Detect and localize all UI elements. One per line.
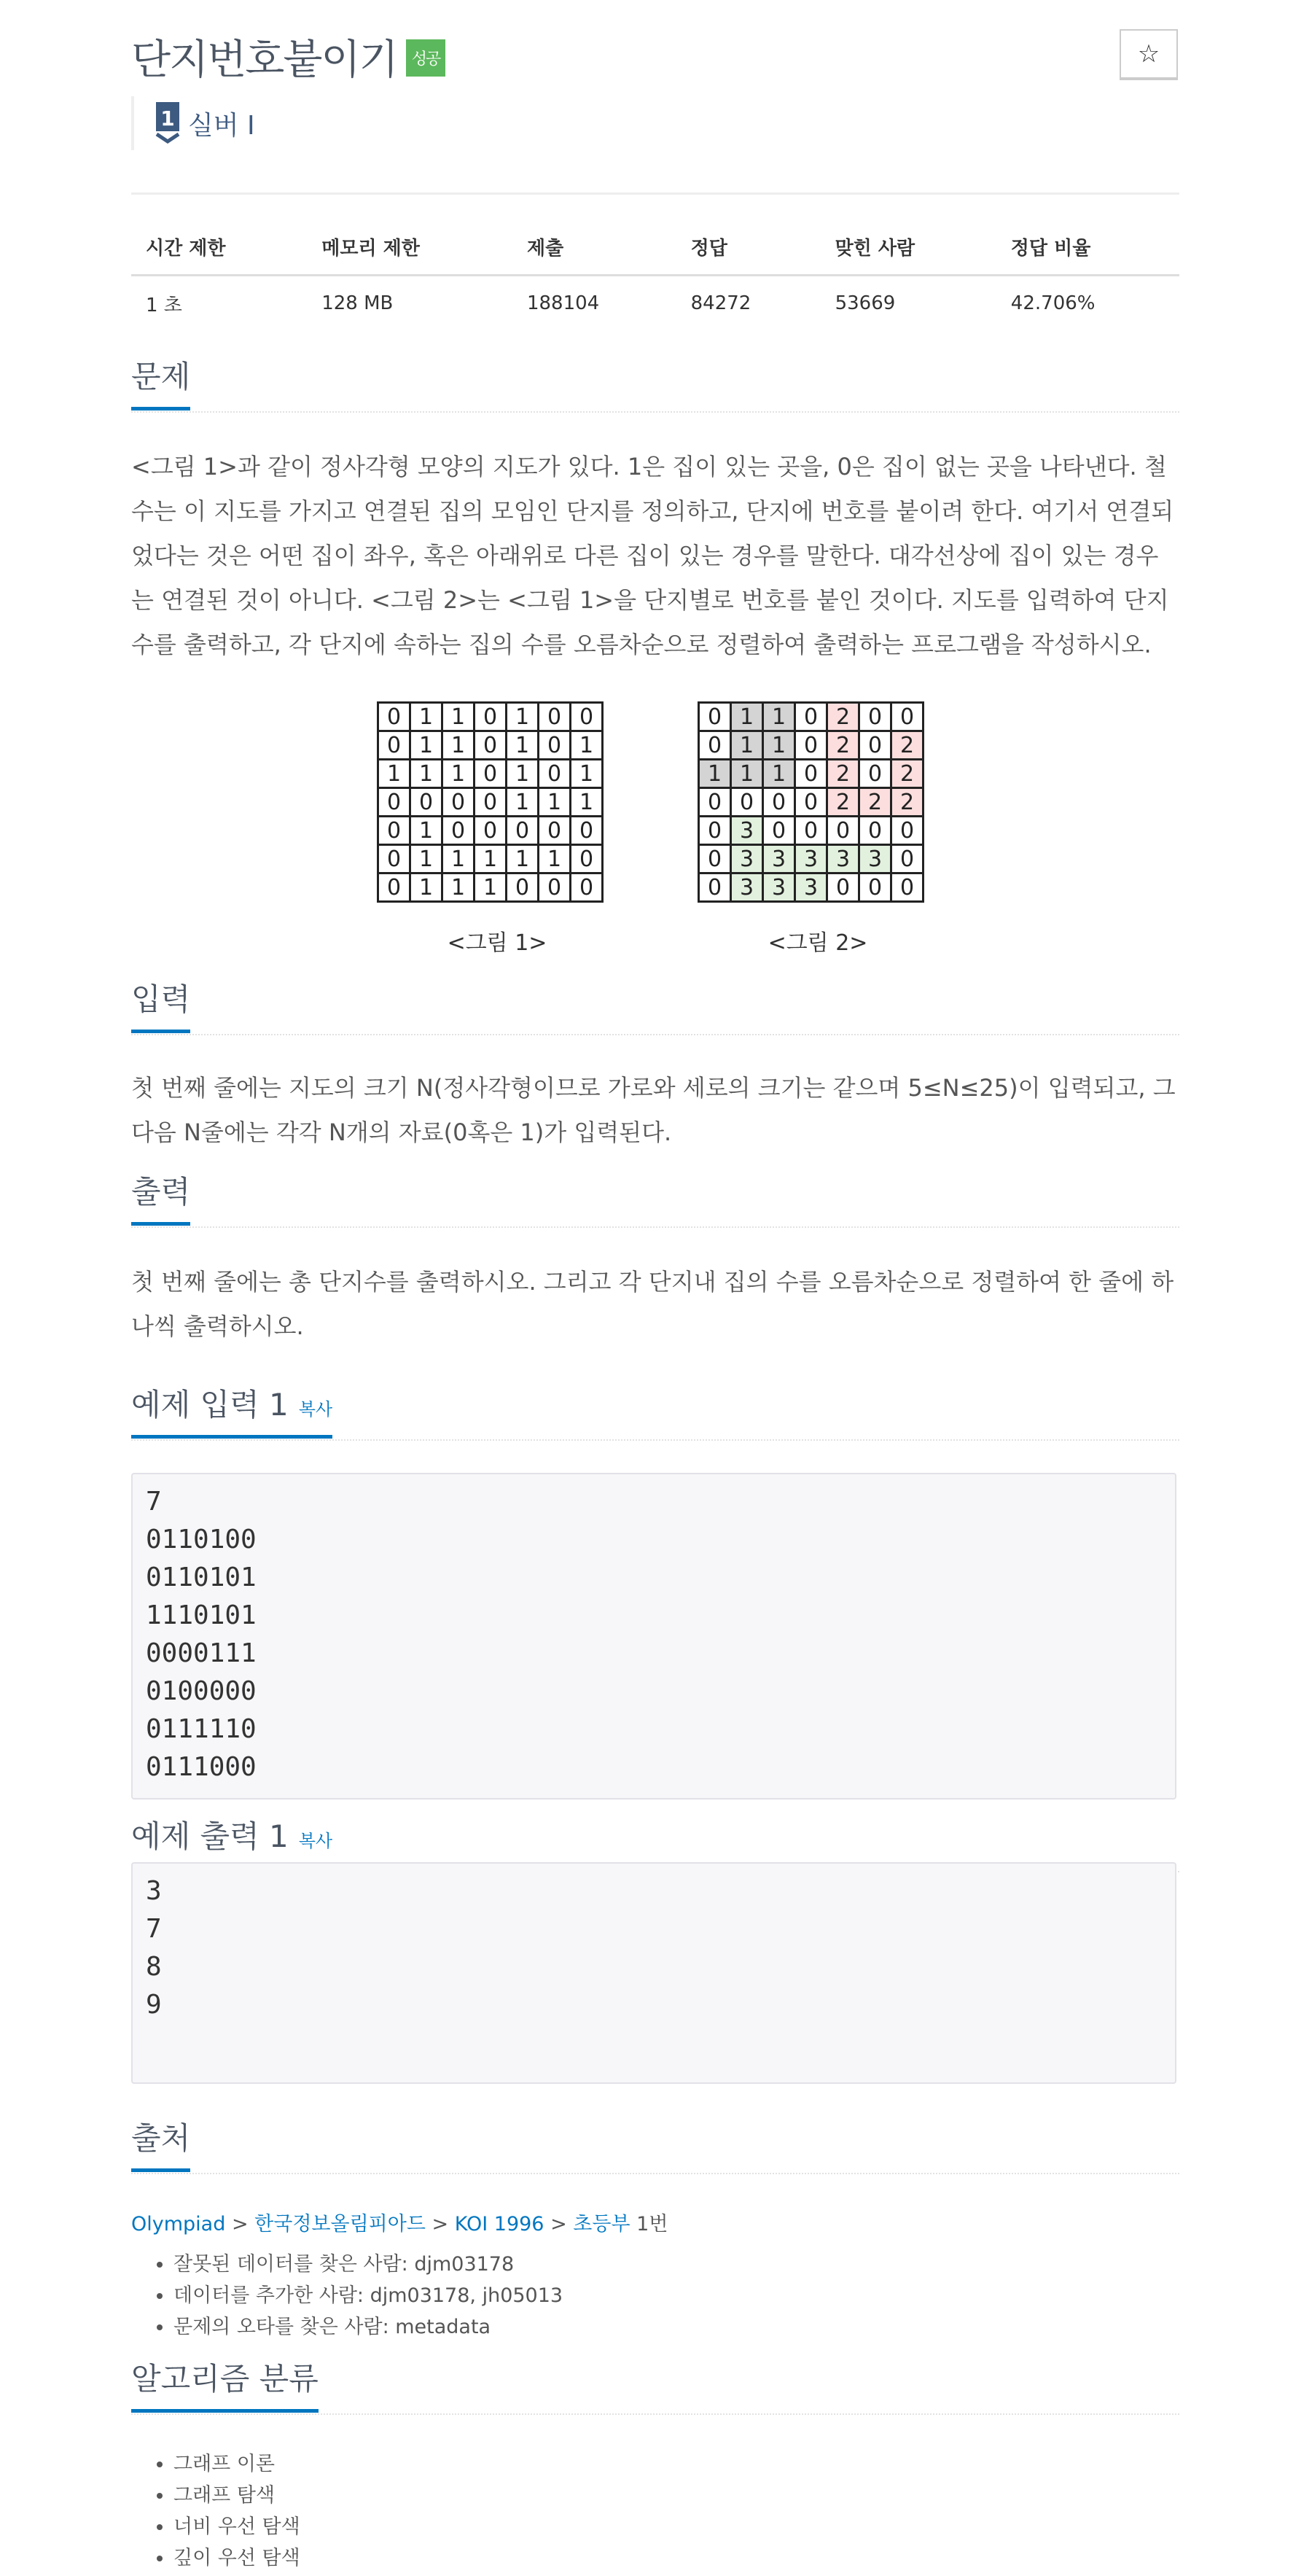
output-description: 첫 번째 줄에는 총 단지수를 출력하시오. 그리고 각 단지내 집의 수를 오름차순으로 정렬하여 한 줄에 하나씩 출력하시오. (131, 1268, 1174, 1340)
tier-badge-icon (155, 102, 181, 144)
grid-cell: 2 (891, 731, 924, 760)
grid-cell: 0 (827, 873, 859, 902)
grid-cell: 0 (699, 703, 731, 731)
svg-text:1: 1 (160, 106, 175, 131)
list-item: • 데이터를 추가한 사람: djm03178, jh05013 (173, 2280, 563, 2311)
grid-cell: 2 (827, 703, 859, 731)
th-time-limit: 시간 제한 (131, 219, 307, 276)
algorithm-tag[interactable]: • 너비 우선 탐색 (173, 2511, 300, 2542)
grid-cell: 1 (763, 731, 795, 760)
grid-cell: 0 (378, 817, 410, 845)
grid-cell: 2 (891, 760, 924, 788)
table-header-row (131, 219, 1179, 276)
grid-cell: 1 (410, 731, 442, 760)
grid-cell: 1 (571, 731, 603, 760)
grid-cell: 0 (699, 731, 731, 760)
grid-cell: 0 (378, 731, 410, 760)
source-link-koi[interactable]: 한국정보올림피아드 (254, 2213, 426, 2235)
credits-list (131, 2249, 563, 2343)
grid-row (378, 845, 603, 873)
grid-cell: 0 (763, 788, 795, 817)
copy-sample-input-link[interactable]: 복사 (298, 1399, 333, 1420)
grid-cell: 1 (442, 731, 475, 760)
grid-cell: 2 (859, 788, 891, 817)
grid-cell: 0 (891, 817, 924, 845)
grid-cell: 1 (507, 703, 539, 731)
grid-cell: 0 (795, 817, 827, 845)
grid-cell: 0 (859, 731, 891, 760)
grid-cell: 1 (378, 760, 410, 788)
grid-cell: 1 (410, 760, 442, 788)
grid-cell: 0 (378, 873, 410, 902)
th-ratio: 정답 비율 (996, 219, 1179, 276)
memory-limit: 128 MB (321, 292, 394, 314)
grid-cell: 3 (731, 873, 763, 902)
grid-cell: 0 (507, 817, 539, 845)
grid-cell: 0 (699, 817, 731, 845)
grid-row (378, 703, 603, 731)
problem-heading: 문제 (131, 353, 1179, 413)
grid-cell: 0 (859, 817, 891, 845)
grid-cell: 1 (699, 760, 731, 788)
grid-cell: 0 (763, 817, 795, 845)
grid-cell: 0 (378, 788, 410, 817)
grid-cell: 0 (539, 731, 571, 760)
grid-cell: 1 (571, 788, 603, 817)
algorithm-list (131, 2448, 300, 2574)
problem-info-table (131, 219, 1179, 330)
problem-title-row (131, 28, 445, 86)
breadcrumb-separator: > (550, 2213, 567, 2235)
grid-cell: 0 (539, 703, 571, 731)
grid-cell: 0 (475, 760, 507, 788)
grid-cell: 3 (827, 845, 859, 873)
grid-cell: 1 (410, 873, 442, 902)
copy-sample-output-link[interactable]: 복사 (298, 1831, 333, 1851)
grid-cell: 0 (859, 873, 891, 902)
divider (131, 192, 1179, 195)
grid-cell: 3 (859, 845, 891, 873)
source-link-elementary[interactable]: 초등부 (573, 2213, 630, 2235)
grid-cell: 1 (539, 845, 571, 873)
grid-cell: 0 (827, 817, 859, 845)
grid-cell: 1 (442, 845, 475, 873)
grid-cell: 0 (442, 817, 475, 845)
grid-cell: 1 (507, 788, 539, 817)
grid-row (699, 845, 924, 873)
grid-cell: 3 (731, 845, 763, 873)
input-description: 첫 번째 줄에는 지도의 크기 N(정사각형이므로 가로와 세로의 크기는 같으며 5≤N≤25)이 입력되고, 그 다음 N줄에는 각각 N개의 자료(0혹은 1)가 입력된다. (131, 1074, 1176, 1146)
grid-cell: 1 (442, 873, 475, 902)
list-item: • 문제의 오타를 찾은 사람: metadata (173, 2311, 563, 2343)
status-badge: 성공 (406, 39, 446, 77)
sample-input-heading (131, 1381, 1179, 1441)
grid-cell: 0 (731, 788, 763, 817)
tier-label: 실버 I (188, 110, 255, 141)
grid-cell: 1 (763, 760, 795, 788)
solvers: 53669 (835, 292, 896, 314)
source-link-olympiad[interactable]: Olympiad (131, 2213, 226, 2235)
grid-cell: 3 (731, 817, 763, 845)
grid-cell: 1 (410, 845, 442, 873)
figure-2-caption: <그림 2> (768, 930, 868, 956)
source-heading: 출처 (131, 2114, 1179, 2174)
grid-cell: 0 (891, 873, 924, 902)
grid-cell: 0 (475, 703, 507, 731)
grid-cell: 0 (891, 703, 924, 731)
ratio: 42.706% (1010, 292, 1096, 314)
grid-cell: 2 (827, 788, 859, 817)
grid-cell: 0 (378, 703, 410, 731)
problem-number: 1번 (636, 2213, 668, 2235)
breadcrumb-separator: > (432, 2213, 449, 2235)
grid-cell: 0 (378, 845, 410, 873)
grid-cell: 1 (731, 703, 763, 731)
favorite-star-button[interactable] (1120, 29, 1178, 80)
grid-cell: 1 (571, 760, 603, 788)
grid-cell: 0 (442, 788, 475, 817)
grid-row (378, 731, 603, 760)
grid-row (378, 788, 603, 817)
grid-cell: 0 (859, 703, 891, 731)
time-limit: 1 초 (146, 294, 182, 316)
grid-cell: 2 (827, 731, 859, 760)
grid-cell: 0 (539, 873, 571, 902)
algorithm-tag[interactable]: • 그래프 탐색 (173, 2480, 300, 2511)
th-submissions: 제출 (512, 219, 676, 276)
grid-row (378, 817, 603, 845)
th-accepted: 정답 (676, 219, 821, 276)
grid-cell: 0 (410, 788, 442, 817)
algorithm-tag[interactable]: • 그래프 이론 (173, 2448, 300, 2480)
output-heading: 출력 (131, 1168, 1179, 1228)
grid-cell: 0 (475, 788, 507, 817)
grid-row (699, 873, 924, 902)
grid-cell: 0 (571, 703, 603, 731)
grid-cell: 2 (891, 788, 924, 817)
figure-2-grid (698, 701, 924, 903)
grid-cell: 0 (795, 788, 827, 817)
problem-title: 단지번호붙이기 (131, 36, 397, 84)
grid-cell: 1 (442, 703, 475, 731)
grid-cell: 0 (699, 788, 731, 817)
grid-cell: 2 (827, 760, 859, 788)
grid-cell: 0 (699, 873, 731, 902)
grid-row (699, 703, 924, 731)
algorithm-heading: 알고리즘 분류 (131, 2355, 1179, 2415)
grid-cell: 1 (731, 731, 763, 760)
grid-cell: 0 (891, 845, 924, 873)
grid-cell: 0 (571, 873, 603, 902)
grid-cell: 0 (475, 731, 507, 760)
grid-cell: 3 (795, 873, 827, 902)
grid-cell: 1 (410, 817, 442, 845)
grid-cell: 0 (859, 760, 891, 788)
grid-cell: 1 (507, 731, 539, 760)
accepted: 84272 (690, 292, 751, 314)
grid-cell: 1 (763, 703, 795, 731)
grid-cell: 1 (507, 760, 539, 788)
grid-cell: 0 (571, 845, 603, 873)
grid-row (699, 731, 924, 760)
sample-output-title: 예제 출력 1 (131, 1818, 289, 1854)
grid-cell: 1 (507, 845, 539, 873)
grid-cell: 1 (410, 703, 442, 731)
grid-cell: 0 (795, 760, 827, 788)
source-breadcrumb (131, 2208, 668, 2236)
grid-cell: 0 (571, 817, 603, 845)
star-icon: ☆ (1137, 39, 1160, 69)
grid-cell: 0 (539, 760, 571, 788)
grid-cell: 0 (539, 817, 571, 845)
grid-row (378, 873, 603, 902)
breadcrumb-separator: > (231, 2213, 249, 2235)
algorithm-tag[interactable]: • 깊이 우선 탐색 (173, 2542, 300, 2574)
grid-cell: 0 (507, 873, 539, 902)
sample-input-title: 예제 입력 1 (131, 1387, 289, 1423)
grid-cell: 1 (539, 788, 571, 817)
grid-cell: 3 (763, 845, 795, 873)
grid-cell: 1 (475, 845, 507, 873)
th-memory-limit: 메모리 제한 (307, 219, 512, 276)
grid-cell: 0 (699, 845, 731, 873)
grid-row (699, 788, 924, 817)
input-heading: 입력 (131, 976, 1179, 1035)
grid-row (699, 817, 924, 845)
grid-cell: 3 (795, 845, 827, 873)
problem-description: <그림 1>과 같이 정사각형 모양의 지도가 있다. 1은 집이 있는 곳을, 0은 집이 없는 곳을 나타낸다. 철수는 이 지도를 가지고 연결된 집의 모임인 단지를 정의하고, 단지에 번호를 붙이려 한다. 여기서 연결되었다는 것은 어떤 집이 좌우, 혹은 아래위로 다른 집이 있는 경우를 말한다. 대각선상에 집이 있는 경우는 연결된 것이 아니다. <그림 2>는 <그림 1>을 단지별로 번호를 붙인 것이다. 지도를 입력하여 단지수를 출력하고, 각 단지에 속하는 집의 수를 오름차순으로 정렬하여 출력하는 프로그램을 작성하시오. (131, 453, 1174, 658)
grid-cell: 0 (795, 731, 827, 760)
submissions: 188104 (526, 292, 600, 314)
grid-cell: 1 (731, 760, 763, 788)
tier-indicator[interactable] (131, 96, 255, 150)
grid-cell: 1 (475, 873, 507, 902)
sample-input-box[interactable]: 7 0110100 0110101 1110101 0000111 0100000 0111110 0111000 (131, 1473, 1176, 1799)
grid-cell: 1 (442, 760, 475, 788)
grid-cell: 0 (475, 817, 507, 845)
grid-cell: 3 (763, 873, 795, 902)
list-item: • 잘못된 데이터를 찾은 사람: djm03178 (173, 2249, 563, 2280)
grid-row (378, 760, 603, 788)
sample-output-box[interactable]: 3 7 8 9 (131, 1862, 1176, 2084)
table-row (131, 276, 1179, 331)
source-link-koi-1996[interactable]: KOI 1996 (454, 2213, 544, 2235)
figure-1-grid (377, 701, 604, 903)
figure-1-caption: <그림 1> (447, 930, 547, 956)
th-solvers: 맞힌 사람 (821, 219, 996, 276)
grid-cell: 0 (795, 703, 827, 731)
grid-row (699, 760, 924, 788)
